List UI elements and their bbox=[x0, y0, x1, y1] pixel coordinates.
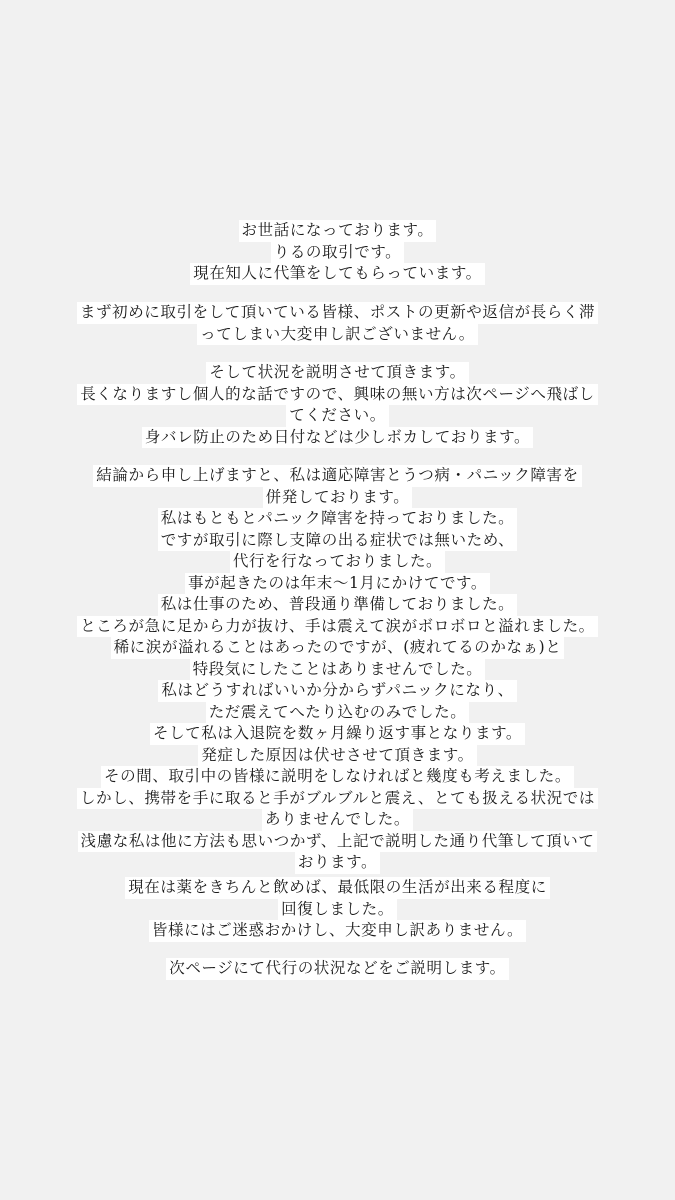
text-line: ところが急に足から力が抜け、手は震えて涙がボロボロと溢れました。 bbox=[77, 616, 598, 638]
text-line: 身バレ防止のため日付などは少しボカしております。 bbox=[142, 427, 533, 449]
text-line: 皆様にはご迷惑おかけし、大変申し訳ありません。 bbox=[149, 920, 526, 942]
text-line: ですが取引に際し支障の出る症状では無いため、 bbox=[158, 530, 518, 552]
text-line: 現在知人に代筆をしてもらっています。 bbox=[190, 263, 485, 285]
text-line: 次ページにて代行の状況などをご説明します。 bbox=[166, 958, 509, 980]
text-line: 現在は薬をきちんと飲めば、最低限の生活が出来る程度に bbox=[125, 877, 550, 899]
paragraph-apology bbox=[0, 302, 675, 345]
text-line: 発症した原因は伏せさせて頂きます。 bbox=[198, 745, 476, 767]
text-line: ありませんでした。 bbox=[262, 809, 413, 831]
text-line: ただ震えてへたり込むのみでした。 bbox=[206, 702, 470, 724]
text-line: 私はもともとパニック障害を持っておりました。 bbox=[158, 508, 518, 530]
paragraph-next-page bbox=[0, 958, 675, 980]
text-line: 回復しました。 bbox=[278, 899, 397, 921]
text-line: りるの取引です。 bbox=[271, 242, 405, 264]
paragraph-recovery bbox=[0, 877, 675, 942]
paragraph-explanation-intro bbox=[0, 362, 675, 448]
text-line: 浅慮な私は他に方法も思いつかず、上記で説明した通り代筆して頂いて bbox=[78, 831, 598, 853]
paragraph-situation bbox=[0, 465, 675, 874]
text-line: その間、取引中の皆様に説明をしなければと幾度も考えました。 bbox=[101, 766, 574, 788]
text-line: しかし、携帯を手に取ると手がブルブルと震え、とても扱える状況では bbox=[77, 788, 598, 810]
text-line: てください。 bbox=[286, 405, 389, 427]
text-line: ってしまい大変申し訳ございません。 bbox=[197, 324, 478, 346]
text-line: 代行を行なっておりました。 bbox=[230, 551, 445, 573]
text-line: 結論から申し上げますと、私は適応障害とうつ病・パニック障害を bbox=[93, 465, 581, 487]
text-line: そして状況を説明させて頂きます。 bbox=[206, 362, 468, 384]
paragraph-greeting bbox=[0, 220, 675, 285]
text-line: 私はどうすればいいか分からずパニックになり、 bbox=[158, 680, 516, 702]
text-line: 特段気にしたことはありませんでした。 bbox=[190, 659, 486, 681]
text-line: まず初めに取引をして頂いている皆様、ポストの更新や返信が長らく滞 bbox=[77, 302, 598, 324]
text-line: お世話になっております。 bbox=[239, 220, 437, 242]
text-line: 事が起きたのは年末〜1月にかけてです。 bbox=[185, 573, 490, 595]
text-line: 併発しております。 bbox=[263, 487, 413, 509]
text-line: 長くなりますし個人的な話ですので、興味の無い方は次ページへ飛ばし bbox=[77, 384, 598, 406]
text-line: そして私は入退院を数ヶ月繰り返す事となります。 bbox=[150, 723, 525, 745]
text-line: 私は仕事のため、普段通り準備しておりました。 bbox=[158, 594, 518, 616]
text-line: おります。 bbox=[295, 852, 380, 874]
text-line: 稀に涙が溢れることはあったのですが、(疲れてるのかなぁ)と bbox=[111, 637, 565, 659]
